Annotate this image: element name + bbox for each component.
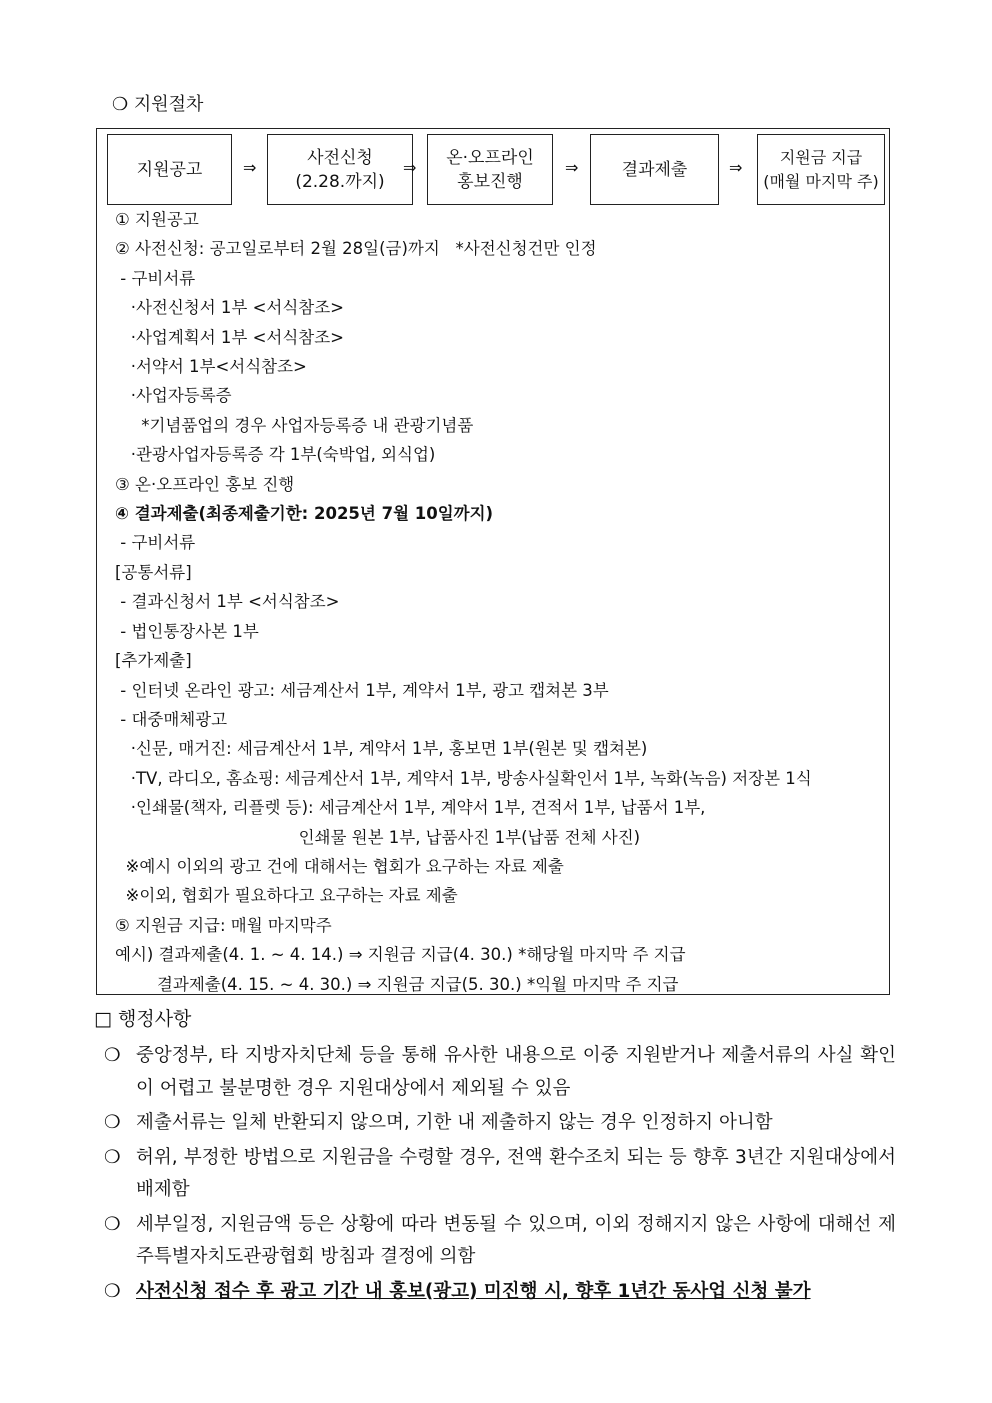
admin-item: [104, 1209, 896, 1274]
detail-line: - 구비서류: [115, 533, 196, 553]
bullet-icon: ❍: [104, 1146, 121, 1168]
procedure-flow: [107, 134, 884, 205]
admin-item: [104, 1107, 896, 1140]
detail-line: ·신문, 매거진: 세금계산서 1부, 계약서 1부, 홍보면 1부(원본 및 캡쳐본): [115, 739, 648, 759]
bullet-icon: ❍: [104, 1045, 121, 1066]
detail-line: ※이외, 협회가 필요하다고 요구하는 자료 제출: [115, 886, 458, 906]
arrow-icon: ⇒: [729, 158, 743, 177]
admin-item-text: 제출서류는 일체 반환되지 않으며, 기한 내 제출하지 않는 경우 인정하지 아니함: [136, 1112, 773, 1133]
detail-line: - 인터넷 온라인 광고: 세금계산서 1부, 계약서 1부, 광고 캡쳐본 3부: [115, 680, 609, 700]
detail-line: ※예시 이외의 광고 건에 대해서는 협회가 요구하는 자료 제출: [115, 856, 564, 876]
detail-line: ·인쇄물(책자, 리플렛 등): 세금계산서 1부, 계약서 1부, 견적서 1부, 납품서 1부,: [115, 798, 706, 818]
admin-item-text: 허위, 부정한 방법으로 지원금을 수령할 경우, 전액 환수조치 되는 등 향후 3년간 지원대상에서 배제함: [136, 1146, 896, 1200]
detail-line: ② 사전신청: 공고일로부터 2월 28일(금)까지 *사전신청건만 인정: [115, 239, 597, 259]
detail-line: - 대중매체광고: [115, 709, 228, 729]
flow-step: 사전신청 (2.28.까지): [267, 134, 413, 205]
detail-line: ·TV, 라디오, 홈쇼핑: 세금계산서 1부, 계약서 1부, 방송사실확인서 1부, 녹화(녹음) 저장본 1식: [115, 768, 812, 788]
detail-line: *기념품업의 경우 사업자등록증 내 관광기념품: [115, 415, 474, 435]
bullet-icon: ❍: [104, 1280, 121, 1302]
admin-item: [104, 1142, 896, 1207]
arrow-icon: ⇒: [403, 158, 417, 177]
admin-item-text: 중앙정부, 타 지방자치단체 등을 통해 유사한 내용으로 이중 지원받거나 제출서류의 사실 확인이 어렵고 불분명한 경우 지원대상에서 제외될 수 있음: [136, 1045, 896, 1099]
detail-line: [추가제출]: [115, 651, 192, 671]
detail-line: [공통서류]: [115, 562, 192, 582]
detail-line: ·서약서 1부<서식참조>: [115, 357, 307, 377]
detail-line: - 법인통장사본 1부: [115, 621, 259, 641]
detail-line: ·사전신청서 1부 <서식참조>: [115, 298, 345, 318]
detail-line: ① 지원공고: [115, 210, 199, 229]
admin-title: □ 행정사항: [94, 1008, 192, 1030]
detail-line: ·관광사업자등록증 각 1부(숙박업, 외식업): [115, 445, 436, 465]
detail-line: 예시) 결과제출(4. 1. ~ 4. 14.) ⇒ 지원금 지급(4. 30.) *해당월 마지막 주 지급: [115, 945, 686, 965]
detail-line: 인쇄물 원본 1부, 납품사진 1부(납품 전체 사진): [115, 827, 641, 847]
arrow-icon: ⇒: [565, 158, 579, 177]
detail-line: ③ 온·오프라인 홍보 진행: [115, 474, 295, 494]
procedure-details: [115, 205, 812, 999]
flow-step: 온·오프라인 홍보진행: [427, 134, 553, 205]
detail-line: ⑤ 지원금 지급: 매월 마지막주: [115, 915, 332, 935]
admin-item: [104, 1040, 896, 1105]
flow-step: 결과제출: [590, 134, 719, 205]
bullet-icon: ❍: [104, 1112, 121, 1133]
detail-line: ④ 결과제출(최종제출기한: 2025년 7월 10일까지): [115, 504, 494, 524]
detail-line: ·사업자등록증: [115, 386, 232, 406]
bullet-icon: ❍: [104, 1213, 121, 1235]
flow-step: 지원공고: [107, 134, 232, 205]
admin-item-text: 사전신청 접수 후 광고 기간 내 홍보(광고) 미진행 시, 향후 1년간 동사업 신청 불가: [136, 1280, 811, 1302]
admin-item-text: 세부일정, 지원금액 등은 상황에 따라 변동될 수 있으며, 이외 정해지지 않은 사항에 대해선 제주특별자치도관광협회 방침과 결정에 의함: [136, 1213, 896, 1267]
detail-line: ·사업계획서 1부 <서식참조>: [115, 327, 345, 347]
detail-line: - 결과신청서 1부 <서식참조>: [115, 592, 340, 612]
detail-line: - 구비서류: [115, 268, 196, 288]
flow-step: 지원금 지급 (매월 마지막 주): [757, 134, 885, 205]
arrow-icon: ⇒: [243, 158, 257, 177]
admin-list: [104, 1040, 896, 1310]
detail-line: 결과제출(4. 15. ~ 4. 30.) ⇒ 지원금 지급(5. 30.) *익월 마지막 주 지급: [115, 974, 679, 994]
section-title: ❍ 지원절차: [112, 94, 204, 115]
procedure-box: [96, 128, 890, 995]
admin-item: [104, 1276, 896, 1309]
